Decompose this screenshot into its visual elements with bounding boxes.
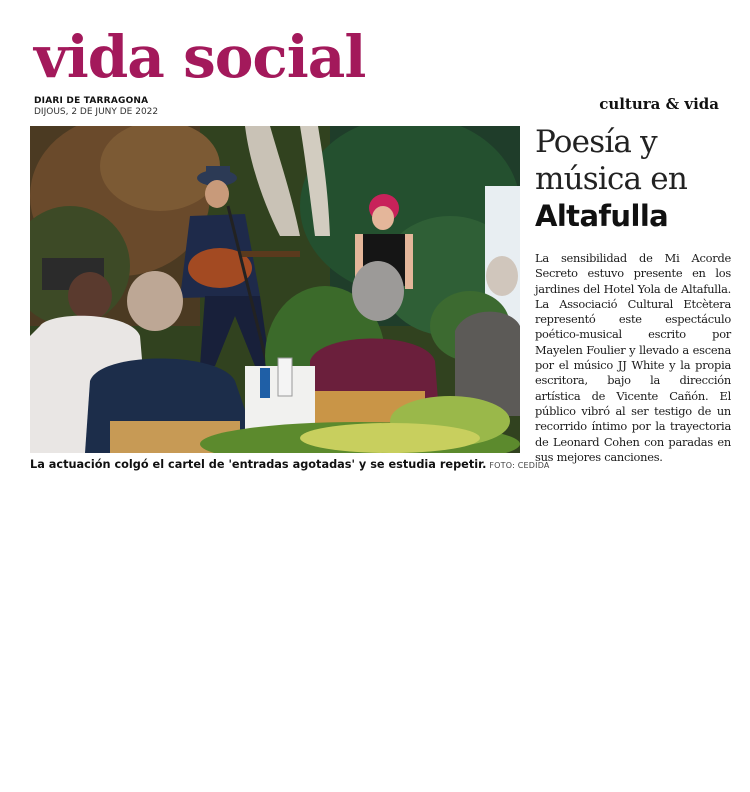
- headline-line-2: música en: [535, 161, 687, 197]
- headline-line-1: Poesía y: [535, 124, 657, 160]
- newspaper-name: DIARI DE TARRAGONA: [34, 96, 149, 106]
- publication-date: DIJOUS, 2 DE JUNY DE 2022: [34, 107, 159, 117]
- photo-caption: [30, 458, 550, 471]
- headline-line-3: Altafulla: [535, 199, 669, 233]
- article-headline: [535, 124, 735, 235]
- masthead-title: vida social: [34, 23, 366, 91]
- concert-photo: [30, 126, 520, 453]
- section-label: cultura & vida: [599, 95, 719, 113]
- caption-text: La actuación colgó el cartel de 'entradas agotadas' y se estudia repetir.: [30, 458, 487, 471]
- photo-credit: FOTO: CEDIDA: [489, 461, 550, 470]
- article-body: La sensibilidad de Mi Acorde Secreto estuvo presente en los jardines del Hotel Yola de Altafulla. La Associació Cultural Etcètera representó este espectáculo poético-musical escrito por Mayelen Foulier y llevado a escena por el músico JJ White y la propia escritora, bajo la dirección artística de Vicente Cañón. El público vibró al ser testigo de un recorrido íntimo por la trayectoria de Leonard Cohen con paradas en sus mejores canciones.: [535, 251, 731, 464]
